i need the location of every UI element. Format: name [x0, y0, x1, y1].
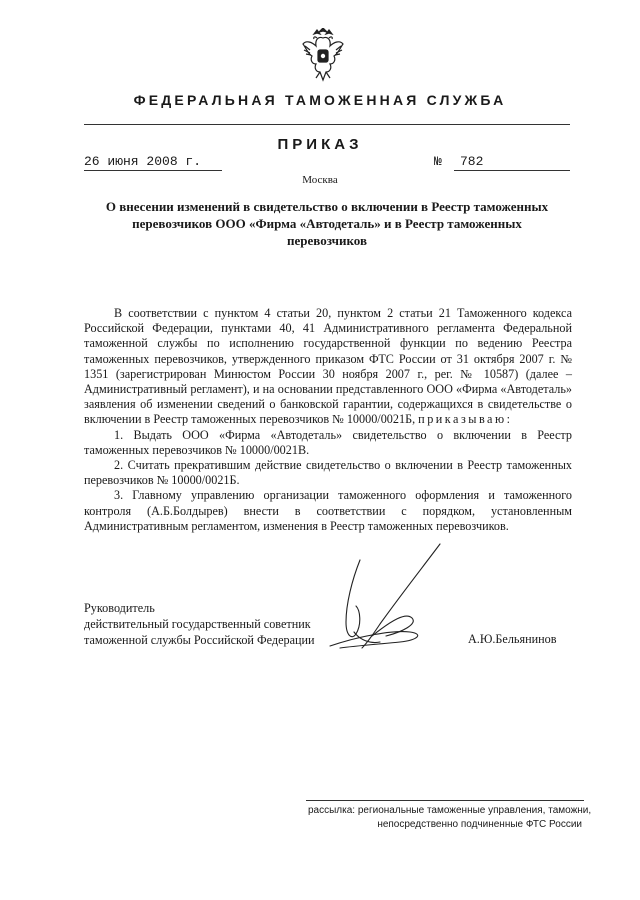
- signatory-title-line-2: действительный государственный советник: [84, 617, 311, 631]
- item-2: 2. Считать прекратившим действие свидетельство о включении в Реестр таможенных перевозчиков № 10000/0021Б.: [84, 458, 572, 488]
- handwritten-signature: [300, 540, 480, 670]
- order-body: [84, 306, 572, 534]
- intro-text: В соответствии с пунктом 4 статьи 20, пунктом 2 статьи 21 Таможенного кодекса Российской Федерации, пунктами 40, 41 Административного регламента Федеральной таможенной службы по исполнению государственной функции по ведению Реестра таможенных перевозчиков, утвержденного приказом ФТС России от 31 октября 2007 г. № 1351 (зарегистрирован Минюстом России 30 ноября 2007 г., рег. № 10587) (далее – Административный регламент), и на основании представленного ООО «Фирма «Автодеталь» заявления об изменении сведений о банковской гарантии, содержащихся в свидетельстве о включении в Реестр таможенных перевозчиков № 10000/0021Б,: [84, 306, 572, 427]
- order-subject: О внесении изменений в свидетельство о включении в Реестр таможенных перевозчиков ООО «Фирма «Автодеталь» и в Реестр таможенных перевозчиков: [105, 199, 549, 248]
- agency-name: ФЕДЕРАЛЬНАЯ ТАМОЖЕННАЯ СЛУЖБА: [133, 92, 507, 108]
- signatory-title: [84, 600, 315, 648]
- header-divider: [84, 124, 570, 125]
- signatory-title-line-3: таможенной службы Российской Федерации: [84, 633, 315, 647]
- mailing-line-2: непосредственно подчиненные ФТС России: [377, 819, 582, 830]
- mailing-line-1: рассылка: региональные таможенные управления, таможни,: [308, 805, 592, 816]
- document-type: ПРИКАЗ: [277, 136, 363, 153]
- item-3: 3. Главному управлению организации таможенного оформления и таможенного контроля (А.Б.Болдырев) внести в соответствии с порядком, установленным Административным регламентом, изменения в Реестр таможенных перевозчиков.: [84, 488, 572, 533]
- signatory-title-line-1: Руководитель: [84, 601, 155, 615]
- coat-of-arms-icon: [300, 28, 346, 84]
- item-1: 1. Выдать ООО «Фирма «Автодеталь» свидетельство о включении в Реестр таможенных перевозчиков № 10000/0021В.: [84, 427, 572, 457]
- order-number-label: №: [434, 154, 442, 169]
- signatory-name: А.Ю.Бельянинов: [468, 632, 557, 646]
- mailing-list: [308, 804, 592, 832]
- city: Москва: [302, 174, 338, 186]
- order-word: приказываю:: [418, 412, 513, 427]
- intro-paragraph: [84, 306, 572, 428]
- mailing-divider: [306, 800, 584, 801]
- order-number: 782: [460, 154, 484, 169]
- order-date: 26 июня 2008 г.: [84, 154, 222, 171]
